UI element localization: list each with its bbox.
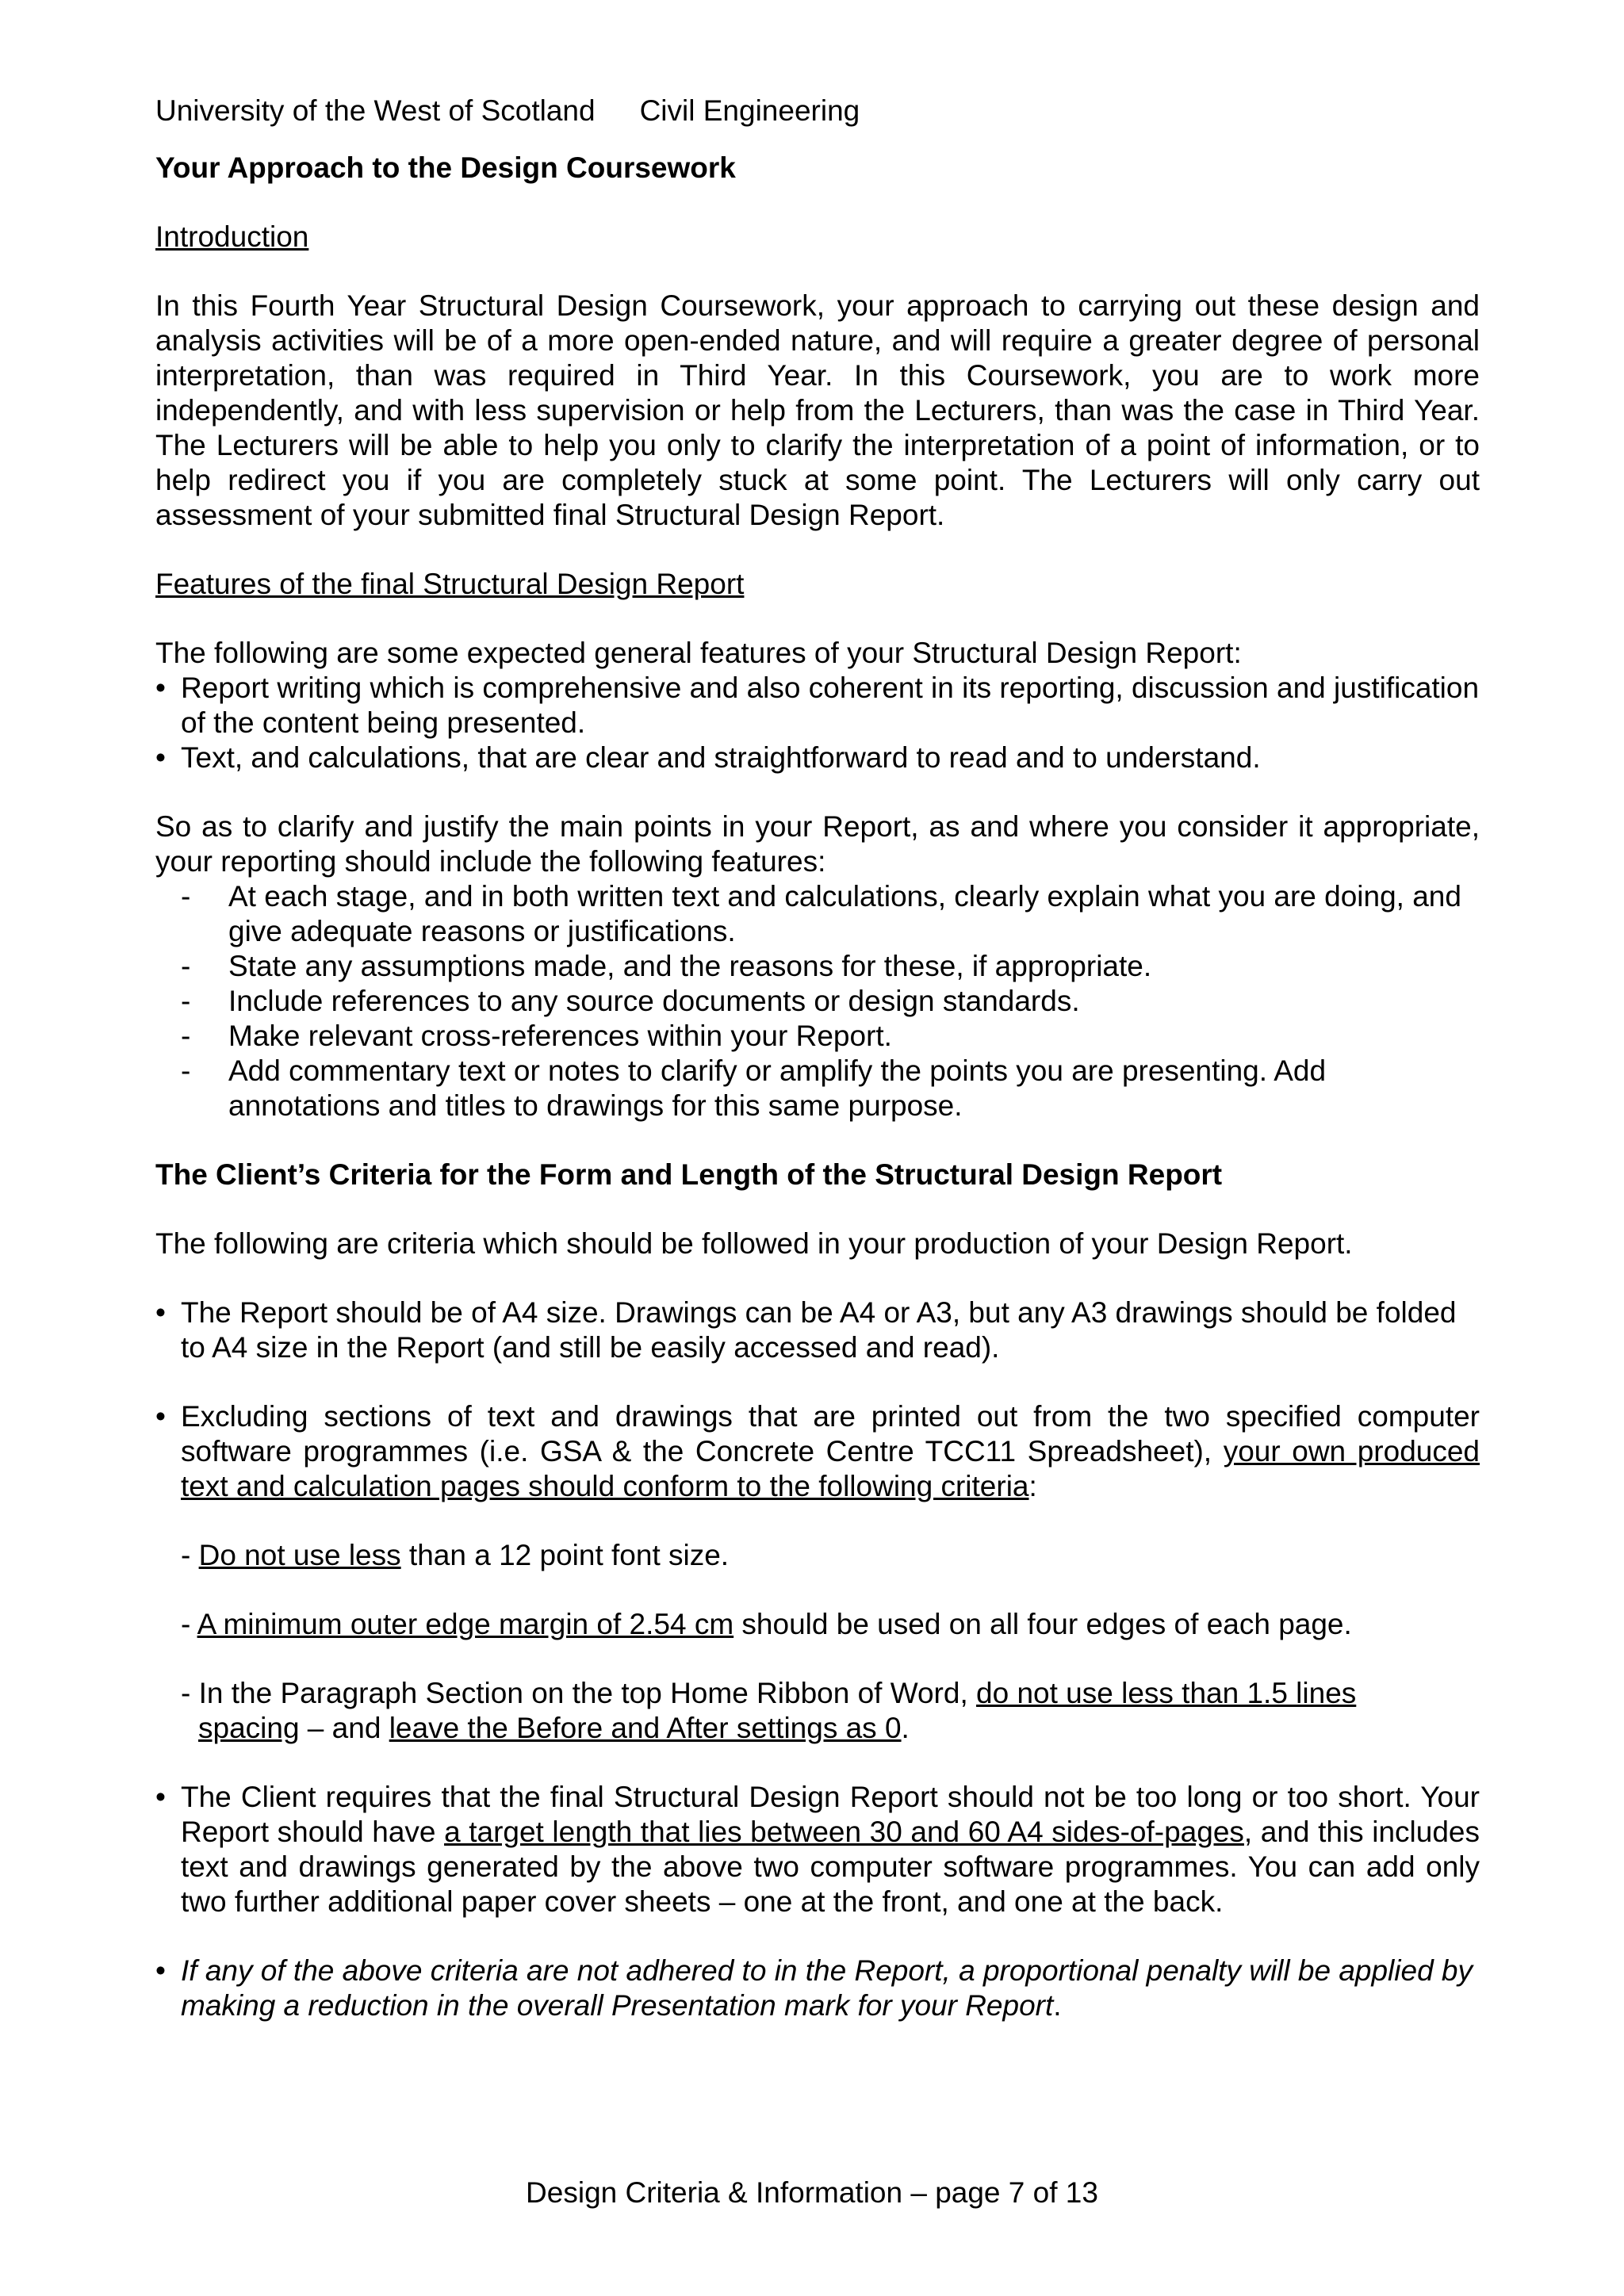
- dash-text: State any assumptions made, and the reasons for these, if appropriate.: [228, 950, 1152, 982]
- rule-prefix: -: [181, 1539, 199, 1571]
- criterion-underlined-text: a target length that lies between 30 and 60 A4 sides-of-pages: [444, 1816, 1244, 1848]
- introduction-heading: Introduction: [155, 220, 309, 253]
- document-page: [155, 94, 1480, 2023]
- criterion-underlined-text: your own produced text and calculation pages should conform to the following criteria: [181, 1435, 1480, 1502]
- rule-continuation: [181, 1712, 910, 1744]
- criterion-text-end: :: [1028, 1470, 1037, 1502]
- features-bullet-list: [155, 671, 1480, 775]
- list-item: [155, 879, 1480, 949]
- list-item: [155, 740, 1480, 775]
- bullet-icon: •: [155, 741, 166, 774]
- features-dash-list: [155, 879, 1480, 1123]
- rule-text: should be used on all four edges of each page.: [733, 1608, 1352, 1640]
- rule-text: – and: [299, 1712, 389, 1744]
- dash-icon: -: [181, 950, 191, 982]
- criterion-text: , and this includes text and drawings generated by the above two computer software programmes. You can add only two further additional paper cover sheets – one at the front, and one at the back.: [181, 1816, 1480, 1918]
- clarify-intro: So as to clarify and justify the main points in your Report, as and where you consider it appropriate, your reporting should include the following features:: [155, 810, 1480, 878]
- penalty-text: If any of the above criteria are not adhered to in the Report, a proportional penalty will be applied by making a reduction in the overall Presentation mark for your Report: [181, 1954, 1473, 2022]
- criterion-text: Excluding sections of text and drawings that are printed out from the two specified computer software programmes (i.e. GSA & the Concrete Centre TCC11 Spreadsheet),: [181, 1400, 1480, 1468]
- margin-rule: [155, 1607, 1480, 1642]
- page-title: Your Approach to the Design Coursework: [155, 151, 736, 184]
- rule-underlined-text: A minimum outer edge margin of 2.54 cm: [197, 1608, 734, 1640]
- page-footer: Design Criteria & Information – page 7 of 13: [526, 2176, 1098, 2209]
- bullet-icon: •: [155, 1781, 166, 1813]
- bullet-icon: •: [155, 1296, 166, 1329]
- criterion-exclusions: [155, 1399, 1480, 1504]
- dash-icon: -: [181, 1054, 191, 1087]
- criterion-report-length: [155, 1780, 1480, 1919]
- introduction-text: In this Fourth Year Structural Design Coursework, your approach to carrying out these design and analysis activities will be of a more open-ended nature, and will require a greater degree of personal interpretation, than was required in Third Year. In this Coursework, you are to work more independently, and with less supervision or help from the Lecturers, than was the case in Third Year. The Lecturers will be able to help you only to clarify the interpretation of a point of information, or to help redirect you if you are completely stuck at some point. The Lecturers will only carry out assessment of your submitted final Structural Design Report.: [155, 289, 1480, 531]
- list-item: [155, 949, 1480, 984]
- bullet-icon: •: [155, 1954, 166, 1987]
- criteria-intro: The following are criteria which should be followed in your production of your Design Report.: [155, 1227, 1353, 1260]
- rule-text-end: .: [901, 1712, 910, 1744]
- font-size-rule: [155, 1538, 1480, 1573]
- criterion-penalty: [155, 1954, 1480, 2023]
- rule-prefix: -: [181, 1608, 197, 1640]
- line-spacing-rule: [155, 1676, 1480, 1746]
- bullet-text: Report writing which is comprehensive and also coherent in its reporting, discussion and justification of the content being presented.: [181, 672, 1480, 739]
- features-intro: The following are some expected general features of your Structural Design Report:: [155, 637, 1242, 669]
- rule-text: than a 12 point font size.: [400, 1539, 730, 1571]
- list-item: [155, 671, 1480, 740]
- dash-icon: -: [181, 1020, 191, 1052]
- department-name: Civil Engineering: [639, 94, 860, 127]
- dash-text: At each stage, and in both written text and calculations, clearly explain what you are doing, and give adequate reasons or justifications.: [228, 880, 1461, 947]
- rule-underlined-text: spacing: [198, 1712, 300, 1744]
- bullet-text: Text, and calculations, that are clear and straightforward to read and to understand.: [181, 741, 1261, 774]
- dash-icon: -: [181, 985, 191, 1017]
- criterion-text: The Client requires that the final Structural Design Report should not be too long or too short. Your Report should have: [181, 1781, 1480, 1848]
- university-name: University of the West of Scotland: [155, 94, 596, 127]
- dash-text: Make relevant cross-references within your Report.: [228, 1020, 892, 1052]
- rule-underlined-text: do not use less than 1.5 lines: [976, 1677, 1357, 1709]
- rule-underlined-text: Do not use less: [198, 1539, 401, 1571]
- criterion-text: The Report should be of A4 size. Drawings can be A4 or A3, but any A3 drawings should be folded to A4 size in the Report (and still be easily accessed and read).: [181, 1296, 1457, 1364]
- features-heading: Features of the final Structural Design Report: [155, 568, 745, 600]
- list-item: [155, 984, 1480, 1019]
- rule-underlined-text: leave the Before and After settings as 0: [389, 1712, 902, 1744]
- criteria-heading: The Client’s Criteria for the Form and Length of the Structural Design Report: [155, 1158, 1223, 1191]
- list-item: [155, 1019, 1480, 1054]
- dash-text: Include references to any source documents or design standards.: [228, 985, 1080, 1017]
- dash-icon: -: [181, 880, 191, 913]
- rule-text: - In the Paragraph Section on the top Home Ribbon of Word,: [181, 1677, 977, 1709]
- criterion-a4-size: [155, 1295, 1480, 1365]
- dash-text: Add commentary text or notes to clarify or amplify the points you are presenting. Add annotations and titles to drawings for this same purpose.: [228, 1054, 1327, 1122]
- list-item: [155, 1054, 1480, 1123]
- bullet-icon: •: [155, 672, 166, 704]
- page-header: [155, 94, 1480, 128]
- penalty-text-end: .: [1053, 1989, 1062, 2022]
- bullet-icon: •: [155, 1400, 166, 1433]
